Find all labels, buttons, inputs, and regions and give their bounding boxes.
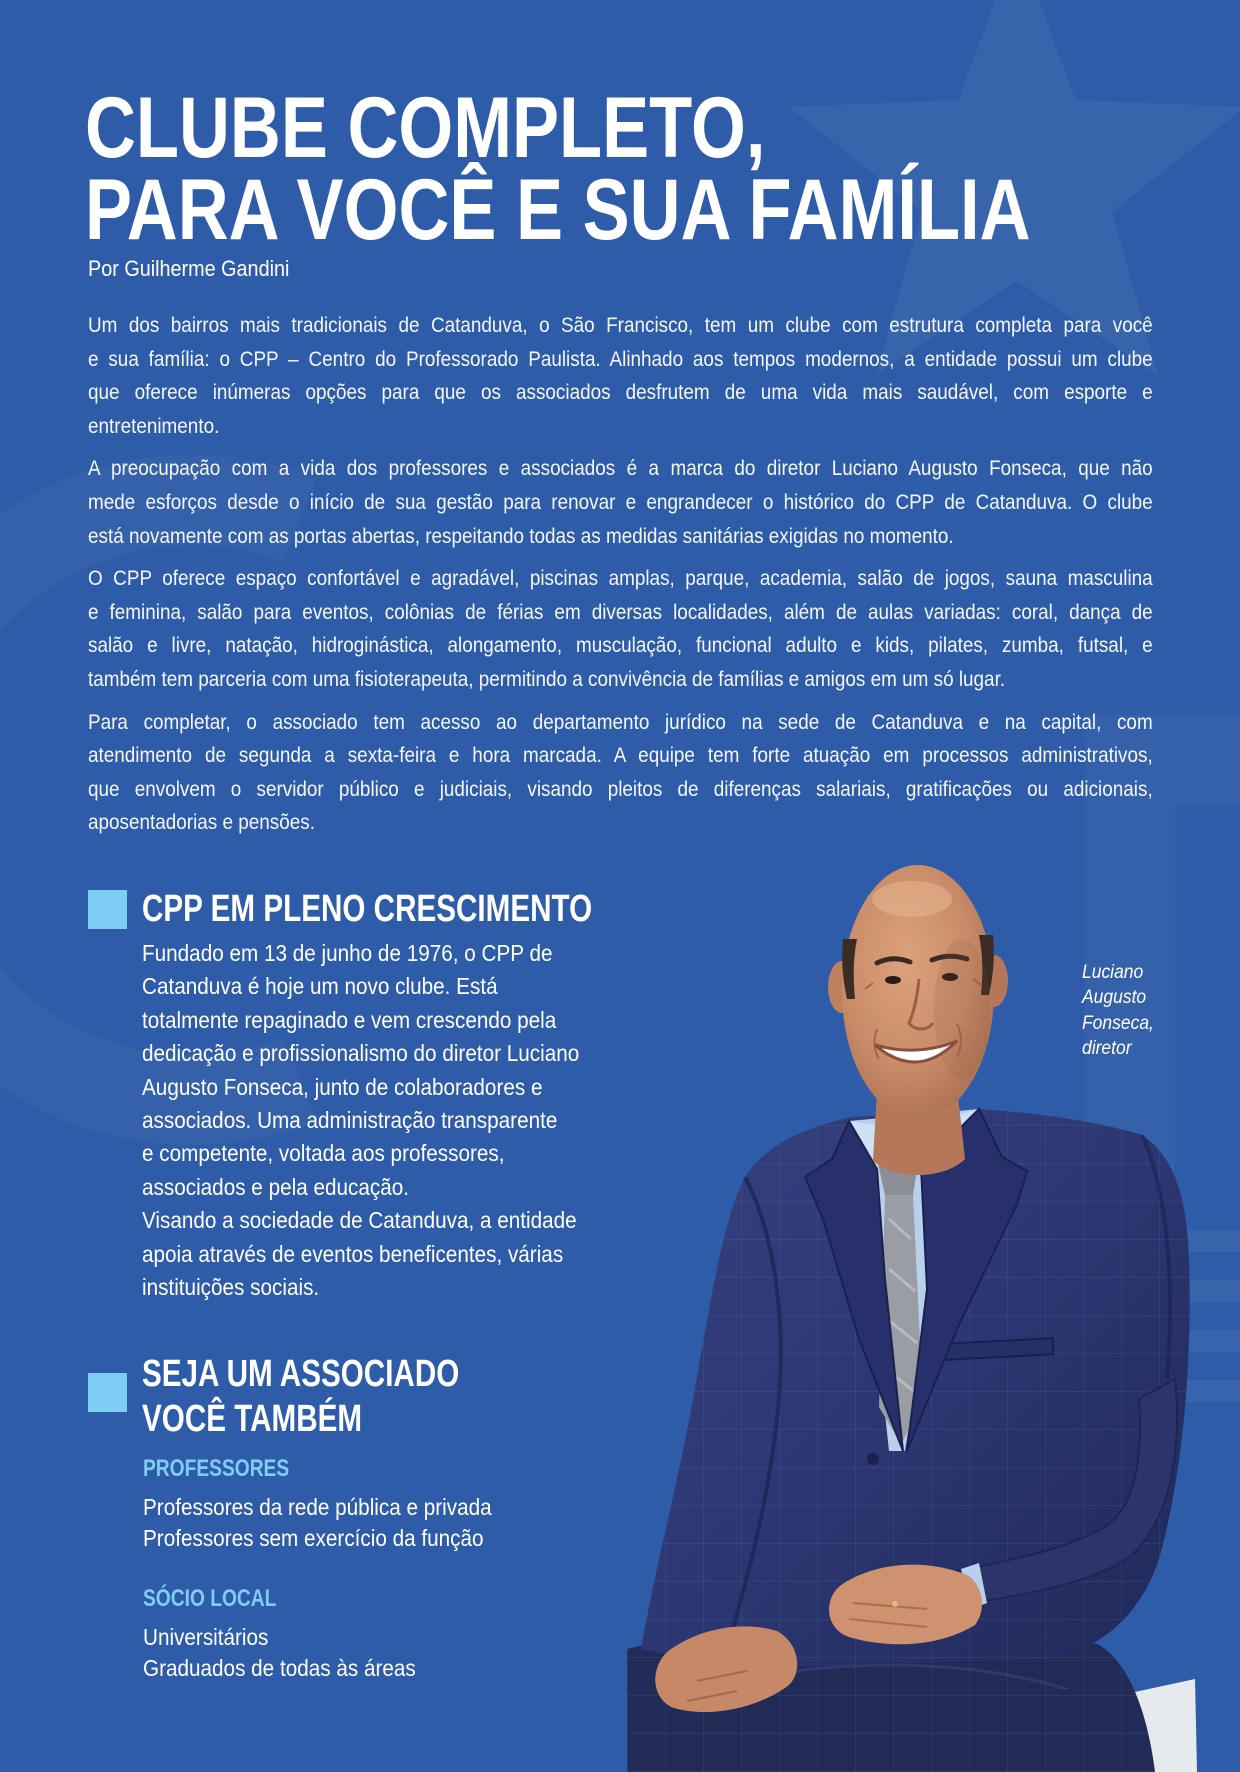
membership-section-heading: VOCÊ TAMBÉM [142,1398,363,1440]
growth-section-body [142,937,610,1304]
article-paragraph [88,562,1153,696]
growth-section-heading: CPP EM PLENO CRESCIMENTO [142,888,593,930]
body-line: também tem parceria com uma fisioterapeuta, permitindo a convivência de famílias e amigos em um só lugar. [88,667,1006,691]
growth-line: e competente, voltada aos professores, [142,1140,505,1167]
category-item: Universitários [143,1624,269,1650]
category-item: Professores sem exercício da função [143,1525,484,1551]
article-paragraph [88,706,1153,840]
growth-line: totalmente repaginado e vem crescendo pela [142,1006,557,1033]
body-line: atendimento de segunda a sexta-feira e hora marcada. A equipe tem forte atuação em processos administrativos, [88,744,1153,768]
body-line: e feminina, salão para eventos, colônias de férias em diversas localidades, além de aulas variadas: coral, dança de [88,600,1153,624]
section-marker-square [88,890,127,929]
growth-line: apoia através de eventos beneficentes, várias [142,1240,564,1267]
article-title-line: CLUBE COMPLETO, [85,80,766,176]
body-line: O CPP oferece espaço confortável e agradável, piscinas amplas, parque, academia, salão de jogos, sauna masculina [88,567,1153,591]
body-line: e sua família: o CPP – Centro do Professorado Paulista. Alinhado aos tempos modernos, a entidade possui um clube [88,347,1153,371]
body-line: entretenimento. [88,414,220,438]
section-marker-square [88,1373,127,1412]
body-line: mede esforços desde o início de sua gestão para renovar e engrandecer o histórico do CPP de Catanduva. O clube [88,490,1153,514]
caption-line: Fonseca, [1082,1012,1154,1034]
category-label-socio-local: SÓCIO LOCAL [143,1585,277,1612]
byline: Por Guilherme Gandini [88,256,290,281]
body-line: A preocupação com a vida dos professores e associados é a marca do diretor Luciano Augusto Fonseca, que não [88,457,1153,481]
caption-line: diretor [1082,1038,1132,1060]
growth-line: associados. Uma administração transparente [142,1106,558,1133]
body-line: aposentadorias e pensões. [88,811,315,835]
growth-line: Visando a sociedade de Catanduva, a entidade [142,1207,577,1234]
category-item: Graduados de todas às áreas [143,1655,416,1681]
growth-line: instituições sociais. [142,1273,320,1300]
growth-line: Augusto Fonseca, junto de colaboradores e [142,1073,543,1100]
growth-line: Fundado em 13 de junho de 1976, o CPP de [142,940,553,966]
membership-section-heading: SEJA UM ASSOCIADO [142,1353,460,1395]
caption-line: Luciano [1082,962,1144,983]
body-line: Para completar, o associado tem acesso ao departamento jurídico na sede de Catanduva e na capital, com [88,710,1153,734]
body-line: que oferece inúmeras opções para que os associados desfrutem de uma vida mais saudável, com esporte e [88,381,1153,405]
growth-line: dedicação e profissionalismo do diretor Luciano [142,1040,580,1067]
head [828,865,1008,1119]
article-title-line: PARA VOCÊ E SUA FAMÍLIA [85,162,1031,258]
growth-line: Catanduva é hoje um novo clube. Está [142,973,498,1000]
category-label-professores: PROFESSORES [143,1455,290,1482]
article-body [88,309,1153,840]
category-item: Professores da rede pública e privada [143,1494,492,1520]
article-paragraph [88,452,1153,553]
body-line: está novamente com as portas abertas, respeitando todas as medidas sanitárias exigidas no momento. [88,524,954,548]
body-line: Um dos bairros mais tradicionais de Catanduva, o São Francisco, tem um clube com estrutura completa para você [88,314,1153,337]
photo-caption [1082,960,1154,1062]
body-line: que envolvem o servidor público e judiciais, visando pleitos de diferenças salariais, gratificações ou adicionais, [88,777,1153,801]
growth-line: associados e pela educação. [142,1173,409,1200]
body-line: salão e livre, natação, hidroginástica, alongamento, musculação, funcional adulto e kids, pilates, zumba, futsal, e [88,634,1153,658]
caption-line: Augusto [1082,987,1147,1009]
article-paragraph [88,309,1153,443]
